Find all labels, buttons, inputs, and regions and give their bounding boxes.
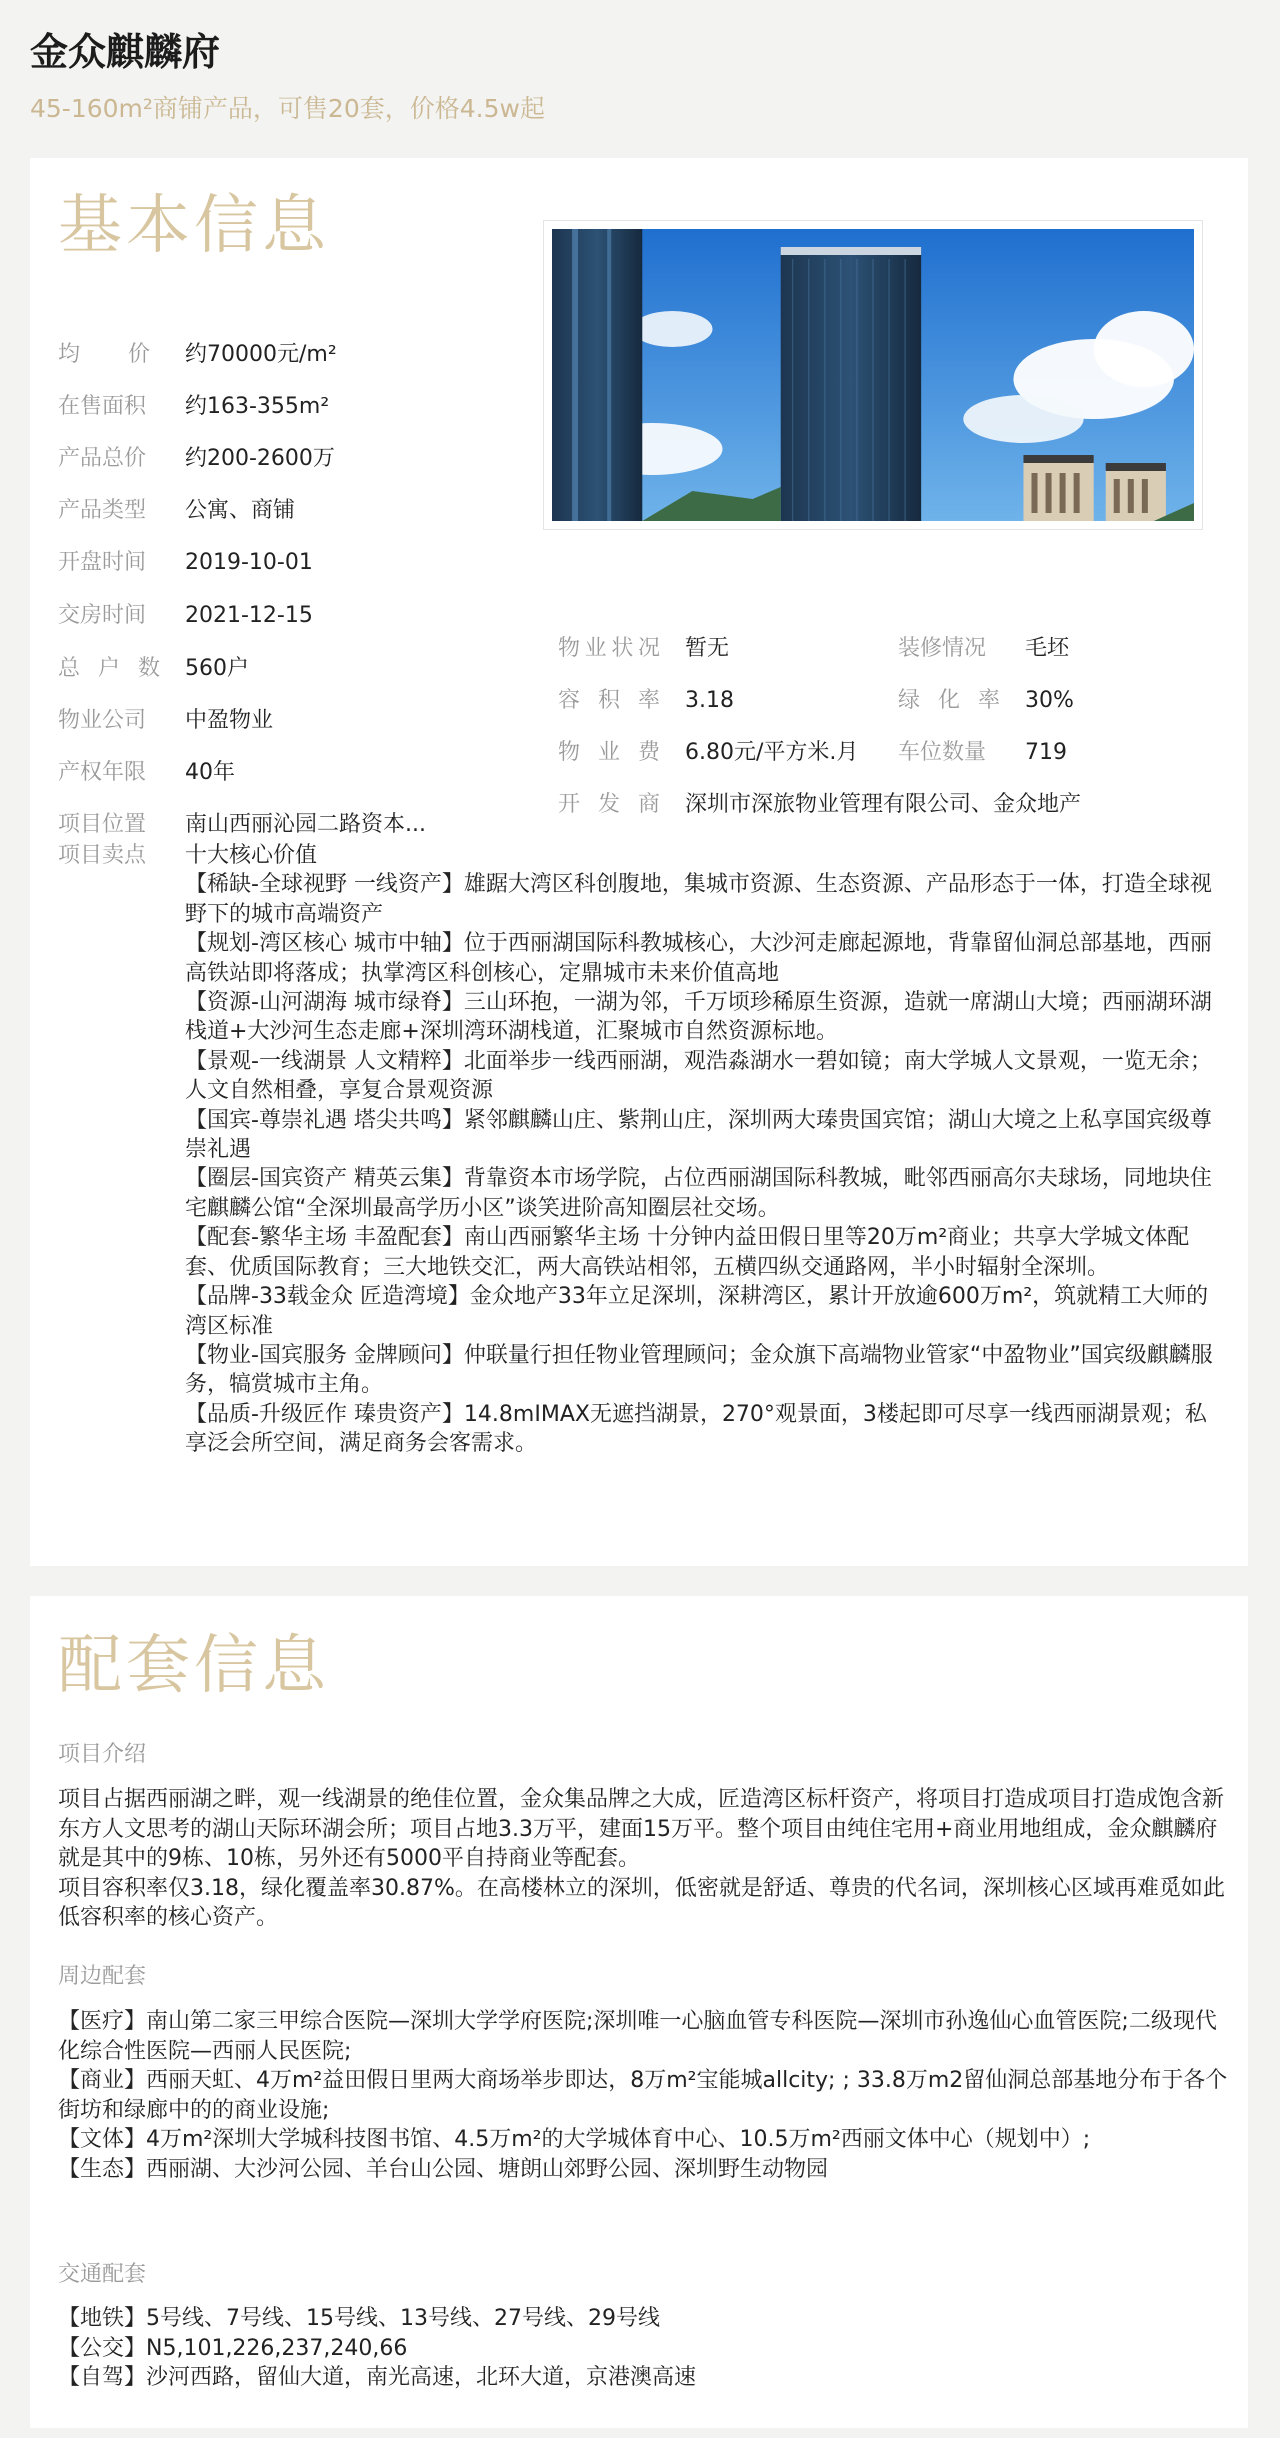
field-value: 深圳市深旅物业管理有限公司、金众地产 [685,792,1082,817]
field-label: 交房时间 [58,603,147,628]
field-label: 总户数 [58,656,160,681]
field-label: 物业公司 [58,708,147,733]
field-label: 开盘时间 [58,550,147,575]
features-list [185,841,1225,1459]
feature-item: 【稀缺-全球视野 一线资产】雄踞大湾区科创腹地，集城市资源、生态资源、产品形态于一体，打造全球视野下的城市高端资产 [185,872,1212,927]
field-value[interactable]: 南山西丽沁园二路资本... [185,812,426,837]
field-value: 约163-355m² [185,394,330,419]
field-value: 约200-2600万 [185,446,335,471]
field-value: 719 [1025,740,1067,765]
field-label: 产品总价 [58,446,147,471]
surround-label: 周边配套 [58,1964,147,1989]
project-title: 金众麒麟府 [30,30,221,74]
basic-info-title: 基本信息 [58,189,330,263]
feature-item: 【景观-一线湖景 人文精粹】北面举步一线西丽湖，观浩淼湖水一碧如镜；南大学城人文景观，一览无余；人文自然相叠，享复合景观资源 [185,1048,1212,1104]
field-value: 30% [1025,688,1074,713]
traffic-item: 【地铁】5号线、7号线、15号线、13号线、27号线、29号线 [58,2306,660,2331]
page-header [0,0,1280,158]
intro-text [58,1785,1228,1933]
intro-paragraph: 项目占据西丽湖之畔，观一线湖景的绝佳位置，金众集品牌之大成，匠造湾区标杆资产，将项目打造成项目打造成饱含新东方人文思考的湖山天际环湖会所；项目占地3.3万平，建面15万平。整个项目由纯住宅用+商业用地组成，金众麒麟府就是其中的9栋、10栋，另外还有5000平自持商业等配套。 [58,1787,1225,1871]
field-label: 均价 [58,342,150,367]
support-info-card [30,1596,1248,2428]
field-value: 毛坯 [1025,636,1070,661]
field-label: 项目位置 [58,812,147,837]
surround-item: 【医疗】南山第二家三甲综合医院—深圳大学学府医院;深圳唯一心脑血管专科医院—深圳市孙逸仙心血管医院;二级现代化综合性医院—西丽人民医院; [58,2009,1217,2064]
field-label: 产权年限 [58,760,147,785]
field-value: 暂无 [685,636,730,661]
field-value: 中盈物业 [185,708,274,733]
field-value: 公寓、商铺 [185,498,296,523]
feature-item: 【规划-湾区核心 城市中轴】位于西丽湖国际科教城核心，大沙河走廊起源地，背靠留仙洞总部基地，西丽高铁站即将落成；执掌湾区科创核心，定鼎城市未来价值高地 [185,931,1212,986]
surround-item: 【文体】4万m²深圳大学城科技图书馆、4.5万m²的大学城体育中心、10.5万m²西丽文体中心（规划中）; [58,2127,1091,2152]
intro-paragraph: 项目容积率仅3.18，绿化覆盖率30.87%。在高楼林立的深圳，低密就是舒适、尊贵的代名词，深圳核心区域再难觅如此低容积率的核心资产。 [58,1875,1225,1930]
surround-item: 【商业】西丽天虹、4万m²益田假日里两大商场举步即达，8万m²宝能城allcity; ; 33.8万m2留仙洞总部基地分布于各个街坊和绿廊中的的商业设施; [58,2068,1228,2123]
field-label: 在售面积 [58,394,147,419]
field-value: 40年 [185,760,235,785]
field-value: 560户 [185,656,249,681]
feature-item: 【品牌-33载金众 匠造湾境】金众地产33年立足深圳，深耕湾区，累计开放逾600万m²，筑就精工大师的湾区标准 [185,1284,1209,1339]
support-info-title: 配套信息 [58,1629,330,1703]
field-value: 2021-12-15 [185,603,313,628]
field-value: 3.18 [685,688,734,713]
field-label: 开发商 [558,792,660,817]
field-value: 2019-10-01 [185,550,313,575]
traffic-label: 交通配套 [58,2262,147,2287]
field-value: 约70000元/m² [185,342,337,367]
traffic-item: 【自驾】沙河西路，留仙大道，南光高速，北环大道，京港澳高速 [58,2365,697,2390]
feature-item: 【国宾-尊崇礼遇 塔尖共鸣】紧邻麒麟山庄、紫荆山庄，深圳两大瑧贵国宾馆；湖山大境之上私享国宾级尊崇礼遇 [185,1107,1212,1163]
field-label: 容积率 [558,688,660,713]
project-photo[interactable] [543,220,1203,530]
field-label: 绿化率 [898,688,1000,713]
feature-item: 【物业-国宾服务 金牌顾问】仲联量行担任物业管理顾问；金众旗下高端物业管家“中盈物业”国宾级麒麟服务，犒赏城市主角。 [185,1342,1213,1398]
feature-item: 【品质-升级匠作 瑧贵资产】14.8mIMAX无遮挡湖景，270°观景面，3楼起即可尽享一线西丽湖景观；私享泛会所空间，满足商务会客需求。 [185,1401,1207,1457]
field-label: 装修情况 [898,636,987,661]
field-label: 产品类型 [58,498,147,523]
features-head: 十大核心价值 [185,843,318,868]
feature-item: 【资源-山河湖海 城市绿脊】三山环抱，一湖为邻，千万顷珍稀原生资源，造就一席湖山大境；西丽湖环湖栈道+大沙河生态走廊+深圳湾环湖栈道，汇聚城市自然资源标地。 [185,990,1212,1045]
field-label: 物业费 [558,740,660,765]
surround-item: 【生态】西丽湖、大沙河公园、羊台山公园、塘朗山郊野公园、深圳野生动物园 [58,2156,829,2182]
field-label: 物业状况 [558,636,660,661]
feature-item: 【圈层-国宾资产 精英云集】背靠资本市场学院，占位西丽湖国际科教城，毗邻西丽高尔夫球场，同地块住宅麒麟公馆“全深圳最高学历小区”谈笑进阶高知圈层社交场。 [185,1166,1212,1221]
surround-text [58,2007,1228,2184]
basic-info-card [30,158,1248,1566]
field-value: 6.80元/平方米.月 [685,740,859,765]
field-label: 车位数量 [898,740,987,765]
feature-item: 【配套-繁华主场 丰盈配套】南山西丽繁华主场 十分钟内益田假日里等20万m²商业；共享大学城文体配套、优质国际教育；三大地铁交汇，两大高铁站相邻，五横四纵交通路网，半小时辐射全深圳。 [185,1225,1190,1280]
features-label: 项目卖点 [58,843,147,868]
intro-label: 项目介绍 [58,1742,147,1767]
building-image [552,229,1194,521]
project-subtitle: 45-160m²商铺产品，可售20套，价格4.5w起 [30,94,545,123]
traffic-text [58,2304,1228,2393]
traffic-item: 【公交】N5,101,226,237,240,66 [58,2335,408,2361]
